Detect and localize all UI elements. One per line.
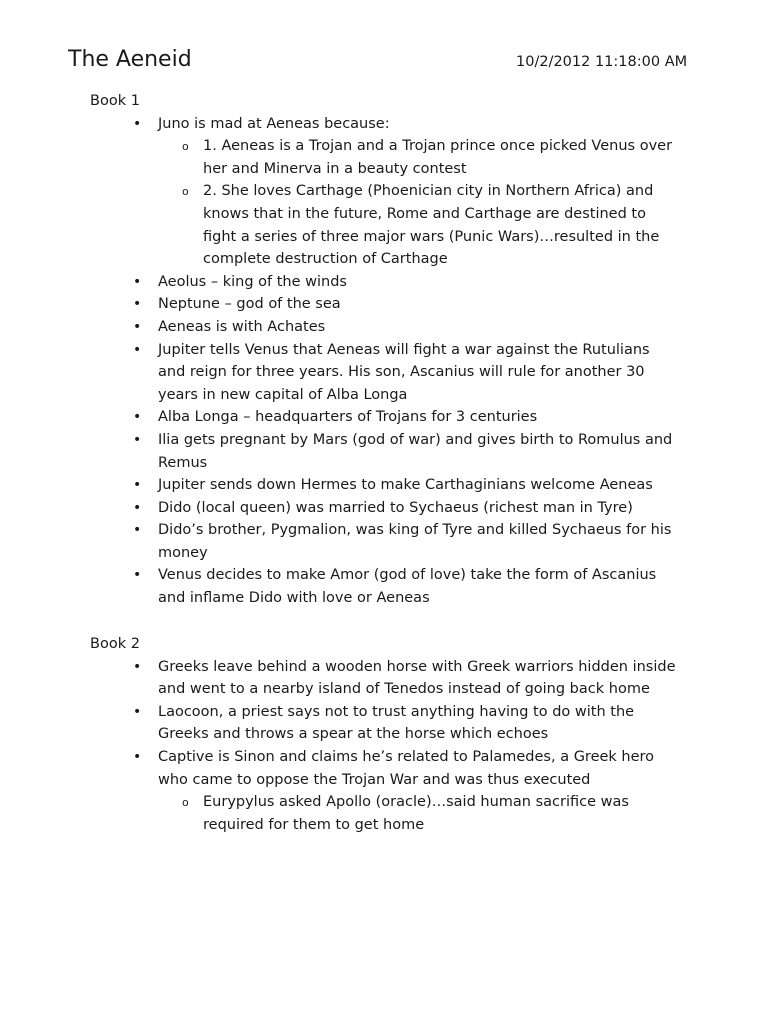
list-item-text: Greeks leave behind a wooden horse with Greek warriors hidden inside and went to a nearby island of Tenedos instead of going back home <box>158 658 676 698</box>
list-item <box>90 406 678 429</box>
list-item-text: Aeneas is with Achates <box>158 318 326 335</box>
bullet-icon: • <box>133 296 142 313</box>
section-heading: Book 2 <box>90 636 140 652</box>
sub-list-item <box>158 180 678 270</box>
bullet-icon: • <box>133 567 142 584</box>
document-title: The Aeneid <box>68 47 192 72</box>
list-item <box>90 339 678 407</box>
list-item-text: Juno is mad at Aeneas because: <box>158 115 390 132</box>
sub-bullet-icon: o <box>182 796 189 810</box>
sub-list-item-text: Eurypylus asked Apollo (oracle)…said human sacrifice was required for them to get home <box>203 794 629 833</box>
list-item-text: Alba Longa – headquarters of Trojans for 3 centuries <box>158 409 538 426</box>
sub-list-item <box>158 135 678 180</box>
list-item-text: Aeolus – king of the winds <box>158 273 347 290</box>
sub-bullet-icon: o <box>182 140 189 154</box>
sub-list-item-text: 2. She loves Carthage (Phoenician city in Northern Africa) and knows that in the future, Rome and Carthage are destined to fight a series of three major wars (Punic Wars)…resulted in the complete destruction of Carthage <box>203 183 660 268</box>
bullet-icon: • <box>133 522 142 539</box>
list-item-text: Neptune – god of the sea <box>158 296 341 313</box>
bullet-icon: • <box>133 477 142 494</box>
list-item-text: Dido (local queen) was married to Sychaeus (richest man in Tyre) <box>158 499 633 516</box>
list-item <box>90 474 678 497</box>
list-item-text: Dido’s brother, Pygmalion, was king of Tyre and killed Sychaeus for his money <box>158 522 672 561</box>
sub-bullet-list <box>158 135 678 271</box>
bullet-icon: • <box>133 431 142 448</box>
list-item <box>90 271 678 294</box>
sub-list-item <box>158 791 678 836</box>
list-item <box>90 497 678 520</box>
bullet-icon: • <box>133 748 142 765</box>
list-item <box>90 656 678 701</box>
bullet-icon: • <box>133 115 142 132</box>
list-item-text: Captive is Sinon and claims he’s related to Palamedes, a Greek hero who came to oppose the Trojan War and was thus executed <box>158 748 655 788</box>
bullet-list <box>90 113 710 610</box>
bullet-icon: • <box>133 703 142 720</box>
list-item <box>90 519 678 564</box>
list-item <box>90 316 678 339</box>
list-item <box>90 746 678 836</box>
bullet-icon: • <box>133 318 142 335</box>
bullet-icon: • <box>133 273 142 290</box>
bullet-icon: • <box>133 409 142 426</box>
bullet-icon: • <box>133 341 142 358</box>
list-item-text: Laocoon, a priest says not to trust anything having to do with the Greeks and throws a spear at the horse which echoes <box>158 703 635 743</box>
sub-list-item-text: 1. Aeneas is a Trojan and a Trojan prince once picked Venus over her and Minerva in a beauty contest <box>203 138 673 177</box>
document-timestamp: 10/2/2012 11:18:00 AM <box>516 54 688 70</box>
list-item <box>90 701 678 746</box>
sub-bullet-list <box>158 791 678 836</box>
sub-bullet-icon: o <box>182 185 189 199</box>
list-item-text: Jupiter tells Venus that Aeneas will fight a war against the Rutulians and reign for three years. His son, Ascanius will rule for another 30 years in new capital of Alba Longa <box>158 341 650 403</box>
bullet-icon: • <box>133 499 142 516</box>
bullet-icon: • <box>133 658 142 675</box>
section-heading: Book 1 <box>90 93 140 109</box>
section-book-1 <box>90 90 710 610</box>
list-item-text: Ilia gets pregnant by Mars (god of war) and gives birth to Romulus and Remus <box>158 431 673 471</box>
section-book-2 <box>90 633 710 836</box>
list-item <box>90 429 678 474</box>
bullet-list <box>90 656 710 837</box>
list-item <box>90 564 678 609</box>
list-item <box>90 293 678 316</box>
list-item <box>90 113 678 271</box>
list-item-text: Venus decides to make Amor (god of love) take the form of Ascanius and inflame Dido with love or Aeneas <box>158 567 657 607</box>
list-item-text: Jupiter sends down Hermes to make Carthaginians welcome Aeneas <box>158 477 653 494</box>
